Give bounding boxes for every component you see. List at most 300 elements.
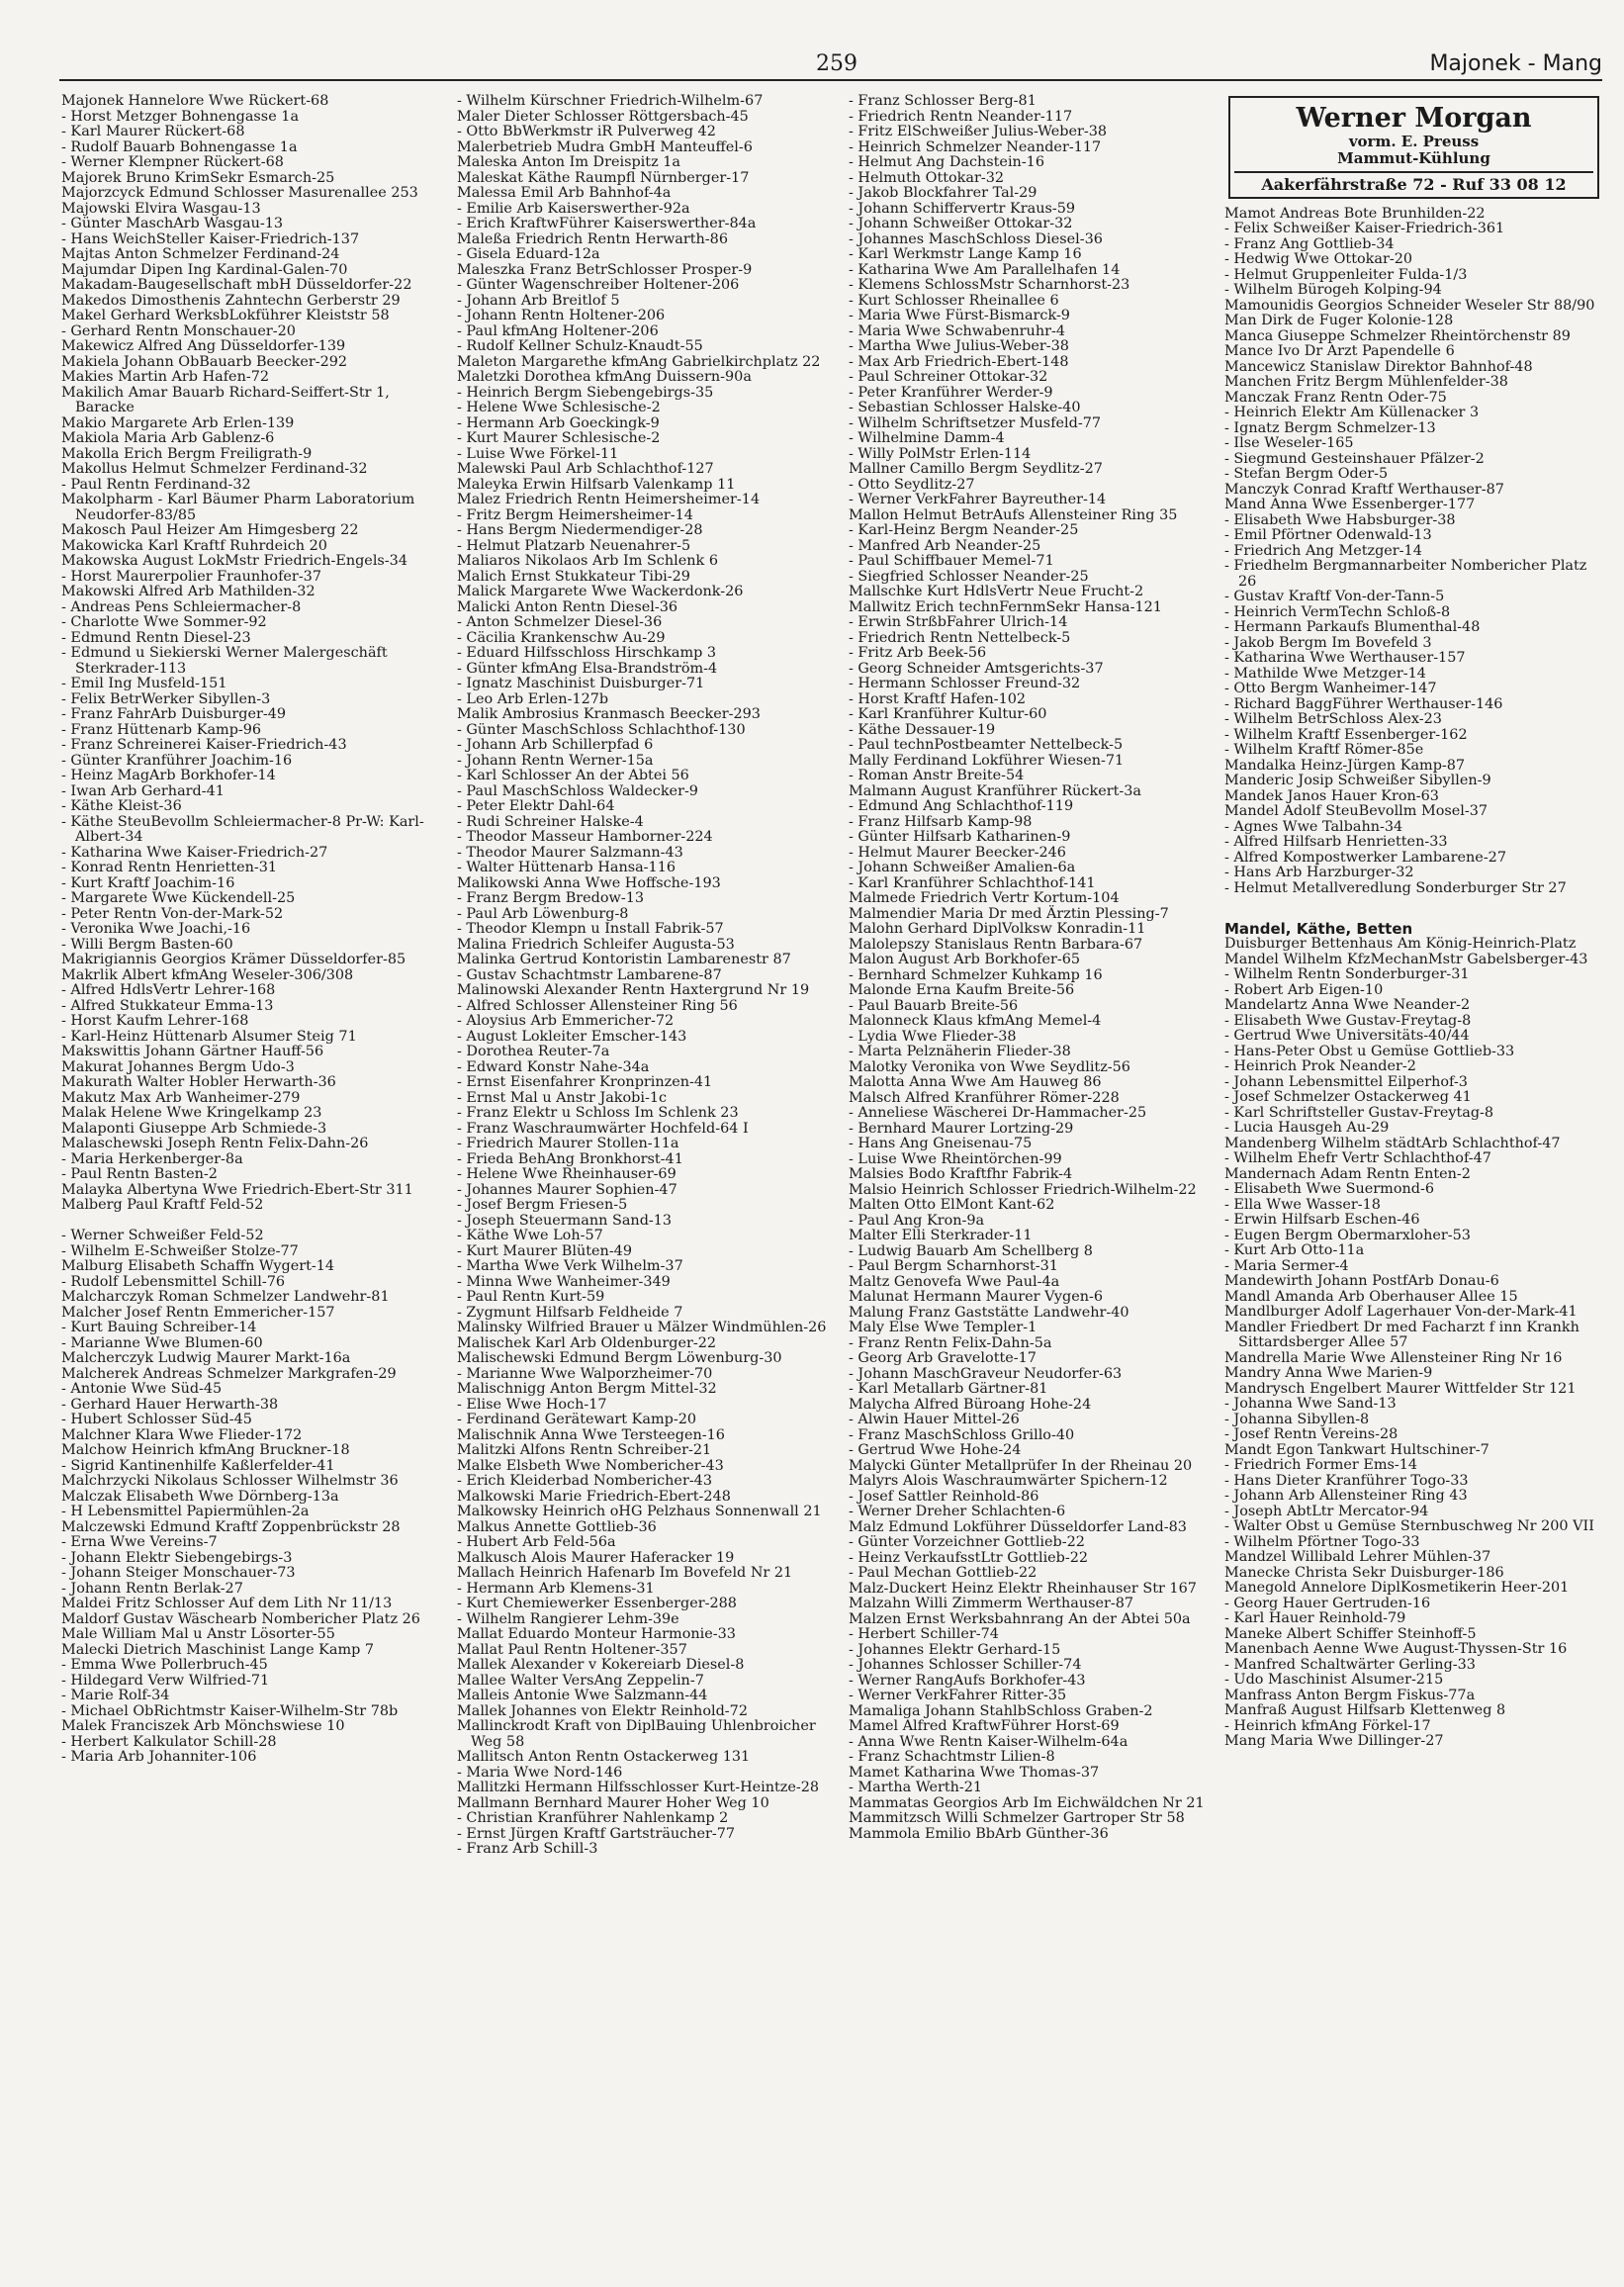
directory-entry: Maletzki Dorothea kfmAng Duissern-90a	[457, 369, 752, 385]
directory-entry: Malerbetrieb Mudra GmbH Manteuffel-6	[457, 138, 753, 155]
directory-entry: Malchner Klara Wwe Flieder-172	[61, 1426, 303, 1443]
directory-entry: - Johannes Schlosser Schiller-74	[849, 1657, 1082, 1673]
directory-entry: - Karl-Heinz Hüttenarb Alsumer Steig 71	[61, 1028, 357, 1045]
directory-entry: Mallwitz Erich technFernmSekr Hansa-121	[849, 598, 1162, 615]
directory-entry: Makowska August LokMstr Friedrich-Engels-34	[61, 553, 407, 569]
directory-entry: - Cäcilia Krankenschw Au-29	[457, 629, 666, 646]
directory-entry: Malcharczyk Roman Schmelzer Landwehr-81	[61, 1289, 390, 1305]
directory-entry: Malischnik Anna Wwe Tersteegen-16	[457, 1426, 725, 1443]
directory-entry: Malcher Josef Rentn Emmericher-157	[61, 1304, 335, 1321]
directory-entry: Mancewicz Stanislaw Direktor Bahnhof-48	[1224, 358, 1533, 375]
directory-entry: Manchen Fritz Bergm Mühlenfelder-38	[1224, 374, 1508, 390]
directory-entry: Makiela Johann ObBauarb Beecker-292	[61, 353, 348, 370]
directory-entry: - Gertrud Wwe Universitäts-40/44	[1224, 1028, 1470, 1044]
directory-entry: - Konrad Rentn Henrietten-31	[61, 860, 278, 875]
directory-entry: Mandek Janos Hauer Kron-63	[1224, 787, 1439, 804]
directory-entry: - Jakob Bergm Im Bovefeld 3	[1224, 634, 1432, 651]
directory-entry: - Franz Schachtmstr Lilien-8	[849, 1749, 1055, 1765]
directory-entry: Malecki Dietrich Maschinist Lange Kamp 7	[61, 1641, 375, 1658]
directory-entry: - Eugen Bergm Obermarxloher-53	[1224, 1227, 1471, 1243]
directory-entry: Mallek Alexander v Kokereiarb Diesel-8	[457, 1657, 745, 1673]
directory-entry: - Franz Bergm Bredow-13	[457, 890, 645, 906]
directory-entry: - Minna Wwe Wanheimer-349	[457, 1273, 671, 1290]
directory-entry: - Maria Wwe Schwabenruhr-4	[849, 322, 1065, 339]
directory-entry: - Felix BetrWerker Sibyllen-3	[61, 690, 271, 707]
directory-entry: - Johann MaschGraveur Neudorfer-63	[849, 1365, 1123, 1382]
directory-entry: - Hans-Peter Obst u Gemüse Gottlieb-33	[1224, 1043, 1515, 1059]
directory-entry: - Friedrich Ang Metzger-14	[1224, 542, 1422, 559]
directory-entry: Mallschke Kurt HdlsVertr Neue Frucht-2	[849, 584, 1144, 599]
directory-entry: Malycha Alfred Büroang Hohe-24	[849, 1396, 1092, 1413]
directory-entry: Makies Martin Arb Hafen-72	[61, 369, 270, 385]
directory-entry: - Helmut Maurer Beecker-246	[849, 844, 1066, 861]
directory-entry: - Karl Metallarb Gärtner-81	[849, 1381, 1048, 1397]
directory-entry: Manenbach Aenne Wwe August-Thyssen-Str 16	[1224, 1641, 1568, 1657]
directory-entry: Mammola Emilio BbArb Günther-36	[849, 1825, 1109, 1842]
directory-entry: - Rudolf Lebensmittel Schill-76	[61, 1273, 286, 1290]
directory-entry: Malick Margarete Wwe Wackerdonk-26	[457, 584, 744, 599]
directory-entry: Makrigiannis Georgios Krämer Düsseldorfer-85	[61, 952, 406, 967]
directory-entry: Malunat Hermann Maurer Vygen-6	[849, 1289, 1104, 1305]
directory-entry: - Hermann Arb Klemens-31	[457, 1580, 655, 1597]
directory-entry: Maleska Anton Im Dreispitz 1a	[457, 154, 680, 170]
directory-entry: Malinka Gertrud Kontoristin Lambarenestr 87	[457, 952, 791, 967]
directory-entry: Malczewski Edmund Kraftf Zoppenbrückstr 28	[61, 1518, 401, 1535]
directory-entry: - Heinrich Elektr Am Küllenacker 3	[1224, 405, 1480, 420]
directory-entry: - Franz Hüttenarb Kamp-96	[61, 721, 262, 738]
directory-entry: - Gustav Kraftf Von-der-Tann-5	[1224, 589, 1445, 604]
directory-entry: Mallitzki Hermann Hilfsschlosser Kurt-Heintze-28	[457, 1780, 820, 1795]
directory-entry: Malmendier Maria Dr med Ärztin Plessing-7	[849, 905, 1169, 922]
ad-subtitle-1: vorm. E. Preuss	[1348, 133, 1480, 150]
directory-entry: - Alfred Hilfsarb Henrietten-33	[1224, 834, 1448, 850]
directory-entry: Malohn Gerhard DiplVolksw Konradin-11	[849, 921, 1146, 937]
directory-entry: Makosch Paul Heizer Am Himgesberg 22	[61, 522, 359, 538]
directory-entry: - Kurt Schlosser Rheinallee 6	[849, 292, 1059, 309]
directory-entry: - Johannes Maurer Sophien-47	[457, 1181, 677, 1198]
directory-entry: - Johann Schweißer Amalien-6a	[849, 860, 1076, 875]
directory-entry: - Walter Obst u Gemüse Sternbuschweg Nr 200 VII	[1224, 1518, 1594, 1534]
directory-entry: - Erna Wwe Vereins-7	[61, 1534, 218, 1550]
directory-entry: - Hans Bergm Niedermendiger-28	[457, 522, 703, 538]
directory-entry: - Rudi Schreiner Halske-4	[457, 813, 644, 830]
directory-entry: - Paul Mechan Gottlieb-22	[849, 1565, 1038, 1581]
directory-entry: - Anna Wwe Rentn Kaiser-Wilhelm-64a	[849, 1733, 1128, 1750]
directory-entry: Mallinckrodt Kraft von DiplBauing Uhlenbroicher Weg 58	[457, 1718, 816, 1750]
directory-entry: Mallach Heinrich Hafenarb Im Bovefeld Nr 21	[457, 1565, 793, 1581]
directory-entry: - Maria Wwe Nord-146	[457, 1764, 623, 1781]
directory-entry: Manca Giuseppe Schmelzer Rheintörchenstr 89	[1224, 327, 1571, 344]
directory-entry: Malcherczyk Ludwig Maurer Markt-16a	[61, 1350, 351, 1366]
directory-entry: Malkowski Marie Friedrich-Ebert-248	[457, 1488, 731, 1505]
page-number: 259	[816, 51, 857, 76]
directory-entry: Maly Else Wwe Templer-1	[849, 1320, 1038, 1335]
directory-entry: - Wilhelm Bürogeh Kolping-94	[1224, 282, 1442, 298]
directory-entry: Mandry Anna Wwe Marien-9	[1224, 1365, 1433, 1381]
directory-entry: - Joseph AbtLtr Mercator-94	[1224, 1503, 1429, 1519]
directory-entry: Mammatas Georgios Arb Im Eichwäldchen Nr 21	[849, 1794, 1205, 1811]
directory-entry: - Käthe Dessauer-19	[849, 721, 996, 738]
directory-entry: - Günter Vorzeichner Gottlieb-22	[849, 1534, 1085, 1550]
directory-entry	[1224, 896, 1605, 912]
directory-entry: - Werner VerkFahrer Ritter-35	[849, 1688, 1067, 1703]
directory-entry: - Hildegard Verw Wilfried-71	[61, 1672, 270, 1689]
directory-entry: - Käthe Wwe Loh-57	[457, 1228, 603, 1243]
directory-entry: Maleton Margarethe kfmAng Gabrielkirchplatz 22	[457, 353, 821, 370]
directory-entry: Malotta Anna Wwe Am Hauweg 86	[849, 1074, 1102, 1090]
directory-entry: - Aloysius Arb Emmericher-72	[457, 1013, 675, 1029]
directory-entry: - Margarete Wwe Kückendell-25	[61, 890, 296, 906]
directory-entry: Malkowsky Heinrich oHG Pelzhaus Sonnenwall 21	[457, 1504, 822, 1519]
directory-entry: - Marianne Wwe Walporzheimer-70	[457, 1365, 713, 1382]
directory-entry: Maler Dieter Schlosser Röttgersbach-45	[457, 108, 749, 125]
directory-entry: - Hans Ang Gneisenau-75	[849, 1136, 1033, 1151]
directory-entry: - Wilhelm Schriftsetzer Musfeld-77	[849, 414, 1102, 431]
directory-entry: Malich Ernst Stukkateur Tibi-29	[457, 568, 690, 585]
directory-entry: - Bernhard Schmelzer Kuhkamp 16	[849, 966, 1103, 983]
directory-entry: - Karl Hauer Reinhold-79	[1224, 1610, 1406, 1626]
directory-entry: - Johann Lebensmittel Eilperhof-3	[1224, 1073, 1468, 1090]
directory-entry: Malak Helene Wwe Kringelkamp 23	[61, 1105, 322, 1121]
ad-name: Werner Morgan	[1296, 103, 1532, 134]
directory-entry: - Karl Kranführer Kultur-60	[849, 706, 1047, 722]
directory-entry: - Frieda BehAng Bronkhorst-41	[457, 1150, 683, 1167]
directory-entry: Mamot Andreas Bote Brunhilden-22	[1224, 205, 1486, 222]
directory-entry: - Werner Klempner Rückert-68	[61, 154, 284, 170]
directory-entry: Malz Edmund Lokführer Düsseldorfer Land-83	[849, 1518, 1187, 1535]
directory-entry: Malchow Heinrich kfmAng Bruckner-18	[61, 1442, 350, 1458]
directory-entry: - Ernst Jürgen Kraftf Gartsträucher-77	[457, 1825, 736, 1842]
directory-entry: - Paul technPostbeamter Nettelbeck-5	[849, 737, 1124, 753]
directory-entry: Malek Franciszek Arb Mönchswiese 10	[61, 1718, 345, 1734]
directory-entry: Mallitsch Anton Rentn Ostackerweg 131	[457, 1749, 751, 1765]
directory-entry: - Luise Wwe Förkel-11	[457, 445, 619, 462]
directory-entry: Makiola Maria Arb Gablenz-6	[61, 430, 275, 446]
directory-entry: Makrlik Albert kfmAng Weseler-306/308	[61, 966, 354, 983]
directory-entry: - Horst Maurerpolier Fraunhofer-37	[61, 568, 321, 585]
directory-entry: - Georg Schneider Amtsgerichts-37	[849, 660, 1104, 677]
directory-entry: - Johann Elektr Siebengebirgs-3	[61, 1549, 293, 1566]
directory-entry: - Hans WeichSteller Kaiser-Friedrich-137	[61, 230, 360, 247]
directory-entry: - Johann Steiger Monschauer-73	[61, 1565, 296, 1581]
directory-entry: - Hermann Schlosser Freund-32	[849, 676, 1081, 691]
directory-entry: - Gisela Eduard-12a	[457, 246, 600, 262]
directory-entry: - Mathilde Wwe Metzger-14	[1224, 665, 1426, 682]
directory-entry: - Helmut Metallveredlung Sonderburger Str 27	[1224, 879, 1567, 896]
directory-entry: Mamel Alfred KraftwFührer Horst-69	[849, 1718, 1120, 1734]
directory-entry: - Johannes Elektr Gerhard-15	[849, 1641, 1061, 1658]
directory-entry: - Johannes MaschSchloss Diesel-36	[849, 230, 1103, 247]
directory-entry: Manfrass Anton Bergm Fiskus-77a	[1224, 1687, 1476, 1703]
directory-entry: - Manfred Schaltwärter Gerling-33	[1224, 1656, 1476, 1673]
directory-entry: - Paul MaschSchloss Waldecker-9	[457, 782, 698, 799]
directory-entry: Malaponti Giuseppe Arb Schmiede-3	[61, 1120, 327, 1137]
directory-entry: - Peter Rentn Von-der-Mark-52	[61, 905, 284, 922]
directory-entry: - Paul Rentn Basten-2	[61, 1166, 218, 1182]
directory-entry: Makollus Helmut Schmelzer Ferdinand-32	[61, 461, 368, 477]
directory-entry: - Willi Bergm Basten-60	[61, 936, 233, 953]
directory-entry: Manfraß August Hilfsarb Klettenweg 8	[1224, 1702, 1506, 1718]
directory-entry: Makswittis Johann Gärtner Hauff-56	[61, 1044, 324, 1059]
directory-entry: Mandernach Adam Rentn Enten-2	[1224, 1165, 1471, 1182]
directory-entry: - Helmut Gruppenleiter Fulda-1/3	[1224, 266, 1468, 283]
directory-entry: - Ludwig Bauarb Am Schellberg 8	[849, 1242, 1093, 1259]
directory-entry: - Ilse Weseler-165	[1224, 435, 1354, 451]
directory-entry: - Sigrid Kantinenhilfe Kaßlerfelder-41	[61, 1457, 335, 1474]
directory-entry: Manegold Annelore DiplKosmetikerin Heer-201	[1224, 1580, 1570, 1596]
directory-entry: - Michael ObRichtmstr Kaiser-Wilhelm-Str 78b	[61, 1702, 399, 1719]
directory-entry: Manecke Christa Sekr Duisburger-186	[1224, 1564, 1504, 1581]
directory-entry: - Manfred Arb Neander-25	[849, 537, 1041, 554]
directory-entry: - Heinrich Schmelzer Neander-117	[849, 138, 1102, 155]
directory-entry: Maleskat Käthe Raumpfl Nürnberger-17	[457, 169, 750, 186]
directory-entry: - Edward Konstr Nahe-34a	[457, 1058, 650, 1075]
directory-entry: - Karl Werkmstr Lange Kamp 16	[849, 246, 1082, 262]
directory-entry: - Horst Metzger Bohnengasse 1a	[61, 108, 300, 125]
directory-entry: Manczak Franz Rentn Oder-75	[1224, 389, 1447, 406]
directory-entry: Mallee Walter VersAng Zeppelin-7	[457, 1672, 704, 1689]
directory-entry: Mandlburger Adolf Lagerhauer Von-der-Mark-41	[1224, 1304, 1578, 1320]
directory-entry: - Werner VerkFahrer Bayreuther-14	[849, 492, 1107, 507]
directory-entry: - Kurt Maurer Schlesische-2	[457, 430, 661, 446]
directory-entry: - Johann Rentn Werner-15a	[457, 752, 654, 769]
directory-entry: - Wilhelm E-Schweißer Stolze-77	[61, 1242, 299, 1259]
column-4	[1224, 94, 1605, 2270]
directory-entry: Majumdar Dipen Ing Kardinal-Galen-70	[61, 261, 348, 278]
directory-entry: - Horst Kraftf Hafen-102	[849, 690, 1027, 707]
directory-entry: Makolla Erich Bergm Freiligrath-9	[61, 445, 313, 462]
directory-entry: - Ernst Eisenfahrer Kronprinzen-41	[457, 1074, 713, 1090]
directory-entry: - Dorothea Reuter-7a	[457, 1044, 610, 1059]
directory-entry: Makutz Max Arb Wanheimer-279	[61, 1089, 301, 1106]
directory-entry: Man Dirk de Fuger Kolonie-128	[1224, 313, 1454, 328]
directory-entry: - Franz Schlosser Berg-81	[849, 94, 1037, 109]
directory-entry: - Günter Hilfsarb Katharinen-9	[849, 829, 1071, 845]
directory-entry: Maldei Fritz Schlosser Auf dem Lith Nr 11/13	[61, 1596, 393, 1611]
directory-entry: - Kurt Kraftf Joachim-16	[61, 874, 235, 891]
directory-entry: - August Lokleiter Emscher-143	[457, 1028, 687, 1045]
directory-entry: - Marianne Wwe Blumen-60	[61, 1334, 263, 1351]
directory-entry: Mandt Egon Tankwart Hultschiner-7	[1224, 1441, 1489, 1458]
directory-entry: Makowski Alfred Arb Mathilden-32	[61, 584, 316, 599]
directory-entry: Malolepszy Stanislaus Rentn Barbara-67	[849, 936, 1143, 953]
directory-entry: - H Lebensmittel Papiermühlen-2a	[61, 1504, 310, 1519]
directory-entry: Mand Anna Wwe Essenberger-177	[1224, 497, 1476, 512]
directory-entry: - Rudolf Kellner Schulz-Knaudt-55	[457, 338, 703, 354]
directory-entry: Mandelartz Anna Wwe Neander-2	[1224, 997, 1471, 1013]
directory-entry: - Friedrich Former Ems-14	[1224, 1457, 1418, 1473]
directory-entry: - Lydia Wwe Flieder-38	[849, 1028, 1017, 1045]
directory-entry: Malung Franz Gaststätte Landwehr-40	[849, 1304, 1129, 1321]
directory-entry: Malina Friedrich Schleifer Augusta-53	[457, 936, 735, 953]
directory-entry: Manderic Josip Schweißer Sibyllen-9	[1224, 773, 1491, 788]
directory-entry: - Felix Schweißer Kaiser-Friedrich-361	[1224, 221, 1505, 236]
directory-entry: Malyrs Alois Waschraumwärter Spichern-12	[849, 1473, 1168, 1489]
directory-entry: Malonde Erna Kaufm Breite-56	[849, 982, 1075, 998]
directory-entry: - Christian Kranführer Nahlenkamp 2	[457, 1810, 729, 1826]
directory-entry: - Johann Rentn Berlak-27	[61, 1580, 243, 1597]
directory-entry: - Paul Rentn Kurt-59	[457, 1289, 605, 1305]
directory-entry: - Helene Wwe Rheinhauser-69	[457, 1166, 677, 1182]
directory-entry: - Josef Rentn Vereins-28	[1224, 1426, 1398, 1442]
directory-entry: Malsies Bodo Kraftfhr Fabrik-4	[849, 1166, 1073, 1182]
directory-entry: - Johanna Sibyllen-8	[1224, 1411, 1370, 1427]
directory-entry: - Marta Pelznäherin Flieder-38	[849, 1044, 1071, 1059]
directory-entry: - Ignatz Bergm Schmelzer-13	[1224, 419, 1436, 436]
directory-entry: - Alwin Hauer Mittel-26	[849, 1412, 1020, 1427]
directory-entry: - Edmund Rentn Diesel-23	[61, 629, 251, 646]
directory-entry: Mandl Amanda Arb Oberhauser Allee 15	[1224, 1288, 1518, 1305]
directory-entry: - Werner Schweißer Feld-52	[61, 1228, 264, 1243]
directory-entry: Malonneck Klaus kfmAng Memel-4	[849, 1013, 1102, 1029]
directory-entry: - Günter Kranführer Joachim-16	[61, 752, 293, 769]
directory-entry: Makadam-Baugesellschaft mbH Düsseldorfer-22	[61, 277, 412, 293]
directory-entry: Malez Friedrich Rentn Heimersheimer-14	[457, 492, 761, 507]
directory-entry: - Friedrich Rentn Neander-117	[849, 108, 1073, 125]
directory-entry: - Kurt Bauing Schreiber-14	[61, 1320, 257, 1335]
directory-entry: Majorek Bruno KrimSekr Esmarch-25	[61, 169, 335, 186]
directory-entry: - Kurt Chemiewerker Essenberger-288	[457, 1596, 737, 1611]
directory-entry: - Gerhard Hauer Herwarth-38	[61, 1396, 279, 1413]
directory-entry: - Jakob Blockfahrer Tal-29	[849, 185, 1038, 201]
directory-entry: Malon August Arb Borkhofer-65	[849, 952, 1081, 967]
directory-entry: - Werner Dreher Schlachten-6	[849, 1504, 1066, 1519]
directory-entry: - Hubert Schlosser Süd-45	[61, 1412, 252, 1427]
directory-entry: Malchrzycki Nikolaus Schlosser Wilhelmstr 36	[61, 1473, 399, 1489]
directory-entry: Malik Ambrosius Kranmasch Beecker-293	[457, 706, 761, 722]
directory-entry: Malsio Heinrich Schlosser Friedrich-Wilhelm-22	[849, 1181, 1197, 1198]
directory-entry: - Emil Pförtner Odenwald-13	[1224, 527, 1432, 543]
directory-entry: Malter Elli Sterkrader-11	[849, 1228, 1033, 1243]
directory-entry: - Paul Schreiner Ottokar-32	[849, 369, 1048, 385]
directory-entry: - Franz FahrArb Duisburger-49	[61, 706, 287, 722]
directory-entry: Mandel, Käthe, Betten	[1224, 919, 1413, 938]
directory-entry: - Leo Arb Erlen-127b	[457, 690, 609, 707]
ad-address: Aakerfährstraße 72 - Ruf 33 08 12	[1234, 171, 1593, 193]
directory-entry: - Wilhelm Rentn Sonderburger-31	[1224, 966, 1470, 982]
directory-entry: Makio Margarete Arb Erlen-139	[61, 414, 295, 431]
directory-entry: - Veronika Wwe Joachi,-16	[61, 921, 251, 937]
directory-entry: Makedos Dimosthenis Zahntechn Gerberstr 29	[61, 292, 401, 309]
directory-entry: - Wilhelm BetrSchloss Alex-23	[1224, 711, 1442, 727]
directory-entry: - Erwin StrßbFahrer Ulrich-14	[849, 614, 1068, 630]
directory-entry: Maleszka Franz BetrSchlosser Prosper-9	[457, 261, 753, 278]
directory-entry: - Lucia Hausgeh Au-29	[1224, 1120, 1390, 1136]
directory-entry: - Stefan Bergm Oder-5	[1224, 466, 1389, 482]
directory-entry: Makolpharm - Karl Bäumer Pharm Laboratorium Neudorfer-83/85	[61, 492, 415, 523]
directory-entry: - Andreas Pens Schleiermacher-8	[61, 598, 302, 615]
directory-entry: Malicki Anton Rentn Diesel-36	[457, 598, 678, 615]
directory-entry: - Eduard Hilfsschloss Hirschkamp 3	[457, 645, 717, 661]
directory-entry: - Maria Sermer-4	[1224, 1257, 1349, 1274]
directory-entry: - Rudolf Bauarb Bohnengasse 1a	[61, 138, 298, 155]
directory-entry: - Karl Maurer Rückert-68	[61, 124, 245, 139]
directory-entry: - Agnes Wwe Talbahn-34	[1224, 818, 1403, 835]
directory-entry: - Maria Arb Johanniter-106	[61, 1749, 257, 1765]
directory-entry: - Friedrich Maurer Stollen-11a	[457, 1136, 679, 1151]
directory-entry: - Johann Arb Allensteiner Ring 43	[1224, 1488, 1468, 1504]
directory-entry: - Maria Wwe Fürst-Bismarck-9	[849, 308, 1070, 323]
column-2	[457, 94, 833, 2270]
directory-entry: - Franz Rentn Felix-Dahn-5a	[849, 1334, 1052, 1351]
directory-entry: Makilich Amar Bauarb Richard-Seiffert-Str 1, Baracke	[61, 384, 390, 415]
directory-entry: - Marie Rolf-34	[61, 1688, 170, 1703]
directory-entry: - Helmut Ang Dachstein-16	[849, 154, 1044, 170]
directory-entry: - Heinrich VermTechn Schloß-8	[1224, 603, 1451, 620]
directory-entry: - Johann Arb Breitlof 5	[457, 292, 620, 309]
directory-entry: - Otto BbWerkmstr iR Pulverweg 42	[457, 124, 716, 139]
directory-entry: Mang Maria Wwe Dillinger-27	[1224, 1733, 1444, 1749]
directory-entry: - Ernst Mal u Anstr Jakobi-1c	[457, 1089, 668, 1106]
directory-entry: - Georg Arb Gravelotte-17	[849, 1350, 1037, 1366]
directory-entry: - Ella Wwe Wasser-18	[1224, 1196, 1381, 1213]
column-1	[61, 94, 437, 2270]
directory-entry: Mandewirth Johann PostfArb Donau-6	[1224, 1273, 1499, 1289]
directory-entry: Malischek Karl Arb Oldenburger-22	[457, 1334, 717, 1351]
directory-entry: - Karl Schriftsteller Gustav-Freytag-8	[1224, 1104, 1494, 1121]
directory-entry: Maleyka Erwin Hilfsarb Valenkamp 11	[457, 476, 736, 493]
directory-entry: Malke Elsbeth Wwe Nombericher-43	[457, 1457, 724, 1474]
directory-entry: Malzen Ernst Werksbahnrang An der Abtei 50a	[849, 1610, 1191, 1627]
directory-entry: - Herbert Kalkulator Schill-28	[61, 1733, 277, 1750]
directory-entry: - Herbert Schiller-74	[849, 1626, 999, 1642]
directory-entry: Malczak Elisabeth Wwe Dörnberg-13a	[61, 1488, 339, 1505]
directory-entry: - Wilhelm Ehefr Vertr Schlachthof-47	[1224, 1150, 1491, 1166]
directory-entry: - Richard BaggFührer Werthauser-146	[1224, 695, 1503, 712]
directory-entry: Makurat Johannes Bergm Udo-3	[61, 1058, 295, 1075]
directory-entry: - Ignatz Maschinist Duisburger-71	[457, 676, 705, 691]
directory-entry: - Franz Arb Schill-3	[457, 1841, 598, 1857]
column-3	[849, 94, 1224, 2270]
directory-entry: Malberg Paul Kraftf Feld-52	[61, 1197, 264, 1213]
directory-entry: Manczyk Conrad Kraftf Werthauser-87	[1224, 481, 1504, 498]
directory-entry: - Franz Schreinerei Kaiser-Friedrich-43	[61, 737, 347, 753]
directory-entry: - Paul Ang Kron-9a	[849, 1212, 985, 1229]
directory-entry: - Edmund Ang Schlachthof-119	[849, 798, 1074, 814]
advertisement-box	[1228, 96, 1599, 199]
directory-entry: - Käthe SteuBevollm Schleiermacher-8 Pr-W: Karl-Albert-34	[61, 813, 424, 845]
directory-entry: - Elisabeth Wwe Gustav-Freytag-8	[1224, 1012, 1472, 1029]
directory-entry: - Roman Anstr Breite-54	[849, 768, 1025, 783]
directory-entry: - Friedrich Rentn Nettelbeck-5	[849, 629, 1071, 646]
directory-entry: Mallat Eduardo Monteur Harmonie-33	[457, 1626, 736, 1642]
directory-entry: - Peter Kranführer Werder-9	[849, 384, 1053, 401]
directory-entry: - Emilie Arb Kaiserswerther-92a	[457, 200, 690, 217]
directory-entry: - Wilhelm Kraftf Essenberger-162	[1224, 726, 1468, 743]
directory-entry: Mance Ivo Dr Arzt Papendelle 6	[1224, 343, 1455, 359]
directory-entry: - Luise Wwe Rheintörchen-99	[849, 1150, 1062, 1167]
directory-entry: - Bernhard Maurer Lortzing-29	[849, 1120, 1074, 1137]
directory-entry: - Wilhelm Rangierer Lehm-39e	[457, 1610, 679, 1627]
directory-entry: Male William Mal u Anstr Lösorter-55	[61, 1626, 335, 1642]
directory-entry	[61, 1214, 437, 1230]
directory-entry: - Wilhelm Kraftf Römer-85e	[1224, 742, 1424, 758]
directory-entry: Malitzki Alfons Rentn Schreiber-21	[457, 1442, 712, 1458]
directory-entry: Majonek Hannelore Wwe Rückert-68	[61, 94, 329, 109]
directory-entry: - Karl Schlosser An der Abtei 56	[457, 768, 689, 783]
directory-entry: - Josef Sattler Reinhold-86	[849, 1488, 1039, 1505]
directory-entry: Mandrella Marie Wwe Allensteiner Ring Nr 16	[1224, 1349, 1563, 1366]
directory-entry: - Siegmund Gesteinshauer Pfälzer-2	[1224, 450, 1485, 467]
directory-entry: Mandler Friedbert Dr med Facharzt f inn Krankh Sittardsberger Allee 57	[1224, 1319, 1579, 1350]
directory-entry: - Walter Hüttenarb Hansa-116	[457, 860, 677, 875]
directory-entry: - Horst Kaufm Lehrer-168	[61, 1013, 249, 1029]
directory-entry: Mandrysch Engelbert Maurer Wittfelder Str 121	[1224, 1380, 1577, 1397]
directory-entry: Mandenberg Wilhelm städtArb Schlachthof-47	[1224, 1135, 1561, 1151]
directory-entry: - Franz MaschSchloss Grillo-40	[849, 1426, 1075, 1443]
directory-entry: Malinsky Wilfried Brauer u Mälzer Windmühlen-26	[457, 1320, 827, 1335]
directory-entry: Malsch Alfred Kranführer Römer-228	[849, 1089, 1120, 1106]
